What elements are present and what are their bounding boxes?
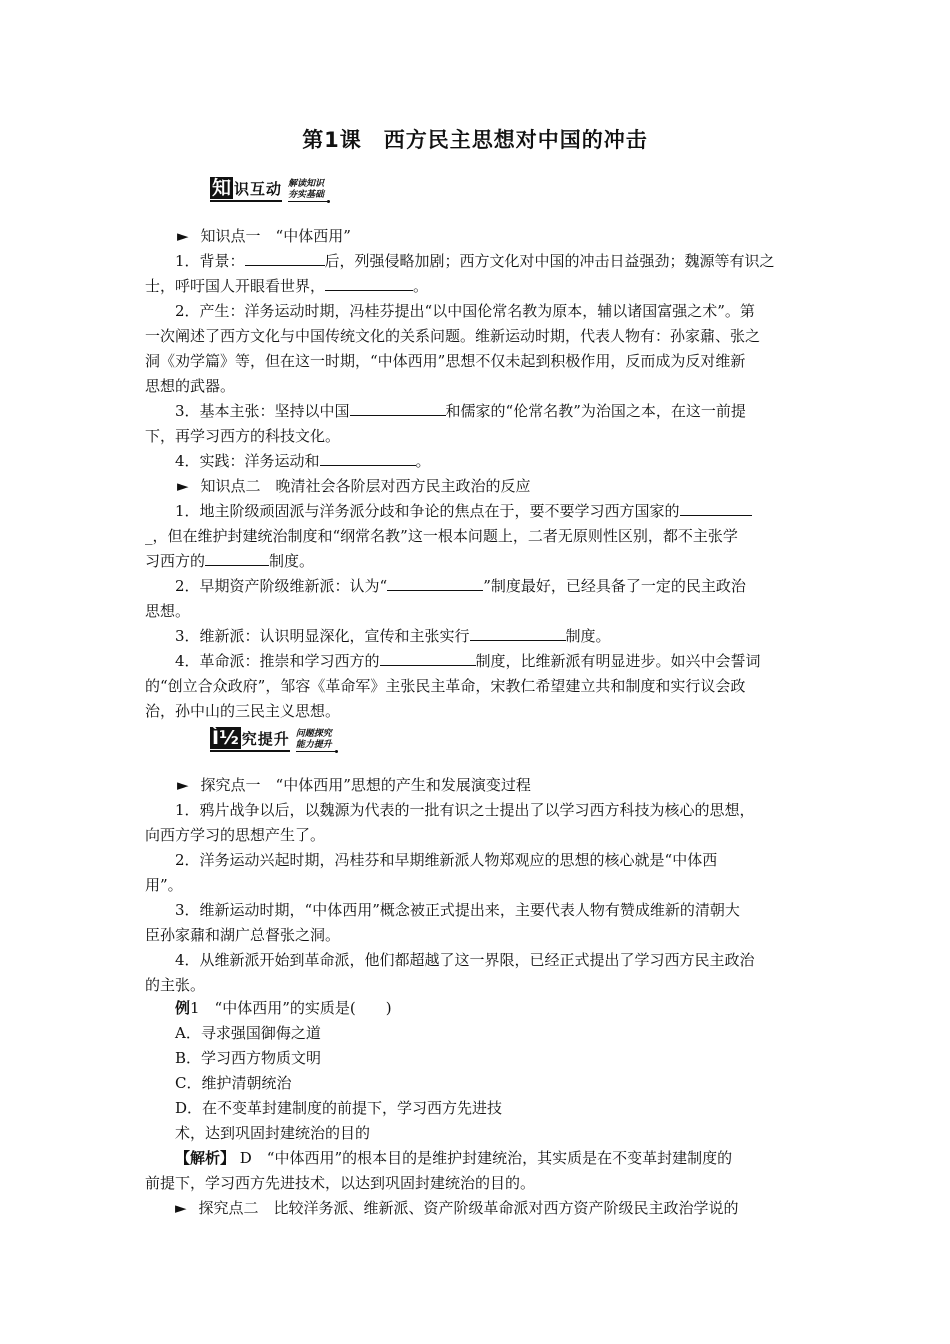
triangle-marker-icon: ► [177,776,189,794]
e1-p1b: 向西方学习的思想产生了。 [145,826,326,844]
e1-p3b: 臣孙家鼐和湖广总督张之洞。 [145,926,341,944]
text: 2．早期资产阶级维新派：认为“ [175,577,388,595]
k1-p3-line [175,399,810,423]
example-option-a: A．寻求强国御侮之道 [175,1024,321,1042]
e1-p4b: 的主张。 [145,976,206,994]
banner-first-char: 知 [212,177,232,199]
fill-blank[interactable] [380,650,476,666]
e1-p4a: 4．从维新派开始到革命派，他们都超越了这一界限，已经正式提出了学习西方民主政治 [175,951,755,969]
banner-subtitle [288,179,328,202]
text: 士，呼吁国人开眼看世界， [145,277,326,295]
banner-sub-line-2: 夯实基础 [288,190,325,200]
fill-blank[interactable] [245,250,325,266]
k1-p2d: 思想的武器。 [145,377,236,395]
k1-p4-line [175,449,810,473]
section-banner-explore [210,724,336,752]
example-option-b: B．学习西方物质文明 [175,1049,322,1067]
k1-p3c: 下，再学习西方的科技文化。 [145,427,341,445]
k1-bg-line [175,249,810,273]
k2-p1-line [175,499,810,523]
k2-p1b: _，但在维护封建统治制度和“纲常名教”这一根本问题上，二者无原则性区别，都不主张学 [145,527,738,545]
text: 1．地主阶级顽固派与洋务派分歧和争论的焦点在于，要不要学习西方国家的 [175,502,680,520]
example-option-c: C．维护清朝统治 [175,1074,292,1092]
text: 制度。 [565,627,611,645]
e2-heading-text: 探究点二 比较洋务派、维新派、资产阶级革命派对西方资产阶级民主政治学说的 [198,1199,739,1217]
k2-p1c-line [145,549,810,573]
triangle-marker-icon: ► [175,1199,187,1217]
banner-label: 识互动 [234,180,283,198]
text: 和儒家的“伦常名教”为治国之本，在这一前提 [445,402,746,420]
triangle-marker-icon: ► [177,227,189,245]
text: ”制度最好，已经具备了一定的民主政治 [483,577,746,595]
example-option-d-cont: 术，达到巩固封建统治的目的 [175,1124,371,1142]
analysis-text: D “中体西用”的根本目的是维护封建统治，其实质是在不变革封建制度的 [235,1149,733,1167]
k1-heading [145,224,810,248]
banner-label: 究提升 [241,730,290,748]
fill-blank[interactable] [350,400,446,416]
e1-p2b: 用”。 [145,876,183,894]
text: 制度。 [269,552,315,570]
k2-p4c: 的“创立合众政府”，邹容《革命军》主张民主革命，宋教仁希望建立共和制度和实行议会政 [145,677,746,695]
example-analysis-cont: 前提下，学习西方先进技术，以达到巩固封建统治的目的。 [145,1174,536,1192]
text: 4．革命派：推崇和学习西方的 [175,652,380,670]
k2-p3-line [175,624,810,648]
banner-first-char: Ì½ [212,727,239,749]
fill-blank[interactable] [387,575,483,591]
e1-p3a: 3．维新运动时期，“中体西用”概念被正式提出来，主要代表人物有赞成维新的清朝大 [175,901,740,919]
text: 3．基本主张：坚持以中国 [175,402,350,420]
triangle-marker-icon: ► [177,477,189,495]
fill-blank[interactable] [680,500,752,516]
k2-p4-line [175,649,810,673]
e1-p2a: 2．洋务运动兴起时期，冯桂芬和早期维新派人物郑观应的思想的核心就是“中体西 [175,851,718,869]
text: 制度，比维新派有明显进步。如兴中会誓词 [475,652,761,670]
text: 1．背景： [175,252,245,270]
text: 。 [415,452,431,470]
text: 3．维新派：认识明显深化，宣传和主张实行 [175,627,470,645]
e1-heading-text: 探究点一 “中体西用”思想的产生和发展演变过程 [200,776,531,794]
banner-sub-line-2: 能力提升 [295,740,332,750]
e1-heading [145,773,810,797]
k1-p2c: 洞《劝学篇》等，但在这一时期，“中体西用”思想不仅未起到积极作用，反而成为反对维新 [145,352,746,370]
k2-p2c: 思想。 [145,602,191,620]
k2-heading [145,474,810,498]
example-option-d: D．在不变革封建制度的前提下，学习西方先进技 [175,1099,503,1117]
banner-main [210,727,290,752]
e2-heading [175,1196,810,1220]
banner-sub-line-1: 解读知识 [288,179,325,189]
k2-heading-text: 知识点二 晚清社会各阶层对西方民主政治的反应 [200,477,531,495]
k2-p4d: 治，孙中山的三民主义思想。 [145,702,341,720]
banner-sub-line-1: 问题探究 [295,729,332,739]
fill-blank[interactable] [320,450,416,466]
analysis-tag: 【解析】 [175,1149,236,1167]
k1-bg-line-2 [145,274,810,298]
k1-p2a: 2．产生：洋务运动时期，冯桂芬提出“以中国伦常名教为原本，辅以诸国富强之术”。第 [175,302,755,320]
page-title: 第1课 西方民主思想对中国的冲击 [302,128,648,152]
example-tag: 例 [175,999,191,1017]
text: 4．实践：洋务运动和 [175,452,320,470]
text: 。 [413,277,429,295]
k1-heading-text: 知识点一 “中体西用” [200,227,351,245]
k1-p2b: 一次阐述了西方文化与中国传统文化的关系问题。维新运动时期，代表人物有：孙家鼐、张之 [145,327,761,345]
banner-subtitle [296,729,336,752]
e1-p1a: 1．鸦片战争以后，以魏源为代表的一批有识之士提出了以学习西方科技为核心的思想， [175,801,755,819]
example-question-text: 1 “中体西用”的实质是( ) [190,999,392,1017]
fill-blank[interactable] [205,550,269,566]
fill-blank[interactable] [325,275,413,291]
k2-p2-line [175,574,810,598]
example-question [175,996,810,1020]
section-banner-knowledge [210,174,328,202]
text: 后，列强侵略加剧；西方文化对中国的冲击日益强劲；魏源等有识之 [324,252,775,270]
banner-main [210,177,282,202]
example-analysis [175,1146,810,1170]
text: 习西方的 [145,552,206,570]
fill-blank[interactable] [470,625,566,641]
